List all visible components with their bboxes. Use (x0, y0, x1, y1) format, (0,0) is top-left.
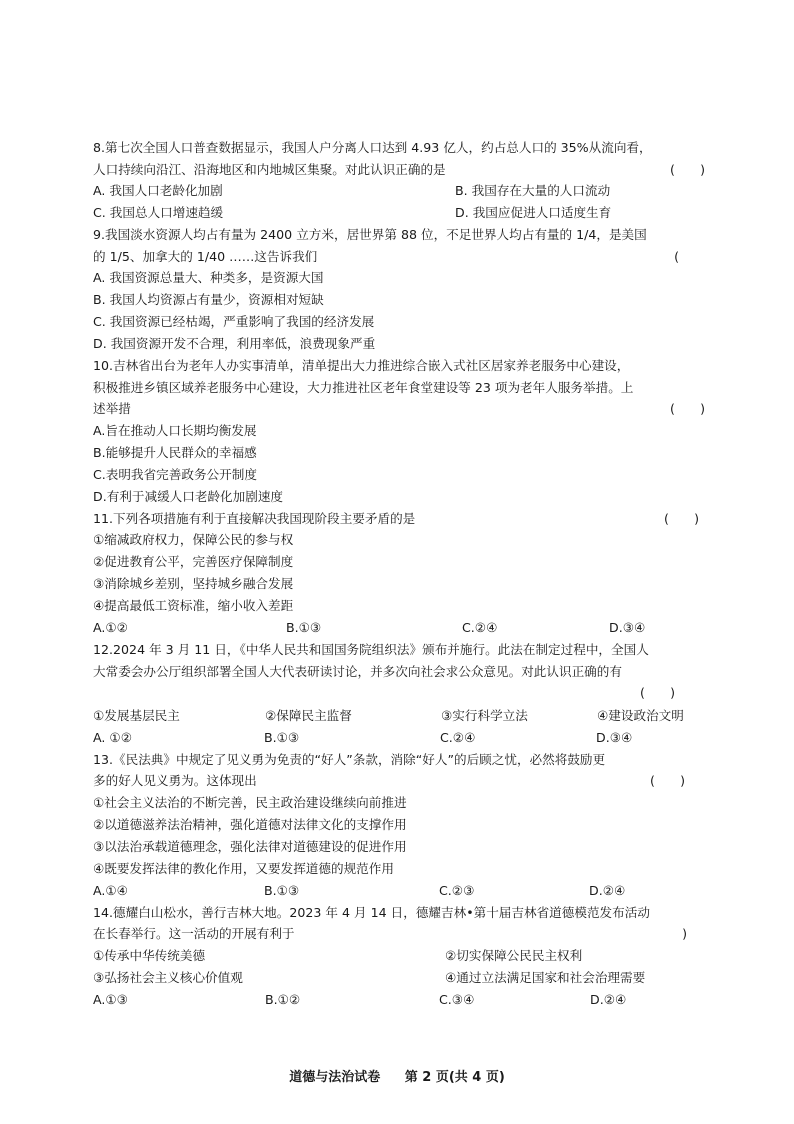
answer-bracket: ( ) (669, 161, 705, 177)
option-b: B.①③ (264, 729, 300, 745)
option-d: D.②④ (589, 882, 626, 898)
statement-1: ①发展基层民主 (93, 707, 180, 723)
question-14 (93, 902, 705, 1011)
statement-1: ①社会主义法治的不断完善，民主政治建设继续向前推进 (93, 794, 407, 810)
question-stem-text: 多的好人见义勇为。这体现出 (93, 773, 257, 788)
footer-subject: 道德与法治试卷 (289, 1070, 381, 1085)
answer-bracket: ( ) (639, 685, 675, 700)
option-a: A. ①② (93, 729, 132, 745)
statement-4: ④提高最低工资标准，缩小收入差距 (93, 598, 294, 613)
option-b: B.①③ (264, 882, 300, 898)
option-d: D. 我国应促进人口适度生育 (455, 205, 612, 220)
question-stem-text: 人口持续向沿江、沿海地区和内地城区集聚。对此认识正确的是 (93, 161, 446, 177)
statement-3: ③实行科学立法 (441, 707, 528, 723)
option-row (93, 727, 705, 749)
statement-2: ②切实保障公民民主权利 (445, 947, 583, 963)
option-b: B.能够提升人民群众的幸福感 (93, 444, 257, 460)
question-stem (93, 923, 705, 945)
footer-page-number: 第 2 页(共 4 页) (404, 1070, 505, 1085)
option-row (93, 180, 705, 202)
question-stem (93, 770, 705, 792)
question-stem: 13.《民法典》中规定了见义勇为免责的“好人”条款，消除“好人”的后顾之忧，必然将鼓励更 (93, 751, 606, 767)
question-stem: 14.德耀白山松水，善行吉林大地。2023 年 4 月 14 日，德耀吉林•第十届吉林省道德模范发布活动 (93, 904, 650, 920)
option-c: C. 我国总人口增速趋缓 (93, 205, 224, 220)
option-d: D. 我国资源开发不合理，利用率低，浪费现象严重 (93, 336, 376, 351)
option-b: B.①② (265, 991, 301, 1007)
question-stem: 12.2024 年 3 月 11 日，《中华人民共和国国务院组织法》颁布并施行。此法在制定过程中，全国人 (93, 642, 649, 657)
answer-bracket: ( ) (663, 510, 699, 526)
option-a: A. 我国人口老龄化加剧 (93, 183, 223, 198)
option-d: D.②④ (590, 991, 627, 1007)
statement-row (93, 945, 705, 967)
question-stem (93, 508, 705, 530)
option-c: C.②③ (439, 882, 475, 898)
option-d: D.③④ (609, 620, 646, 635)
question-stem-text: 在长春举行。这一活动的开展有利于 (93, 926, 295, 941)
option-b: B. 我国存在大量的人口流动 (455, 183, 611, 198)
option-c: C.表明我省完善政务公开制度 (93, 466, 257, 482)
option-c: C. 我国资源已经枯竭，严重影响了我国的经济发展 (93, 314, 375, 329)
statement-1: ①传承中华传统美德 (93, 947, 206, 963)
answer-bracket: ) (682, 926, 687, 941)
question-list (93, 137, 705, 1011)
option-a: A.①④ (93, 882, 128, 898)
statement-3: ③弘扬社会主义核心价值观 (93, 969, 243, 985)
question-13 (93, 749, 705, 902)
question-stem: 大常委会办公厅组织部署全国人大代表研读讨论，并多次向社会求公众意见。对此认识正确的有 (93, 663, 622, 679)
question-stem (93, 398, 705, 420)
option-d: D.有利于减缓人口老龄化加剧速度 (93, 488, 284, 504)
question-9 (93, 224, 705, 355)
statement-2: ②促进教育公平，完善医疗保障制度 (93, 554, 294, 569)
statement-4: ④建设政治文明 (597, 707, 684, 723)
answer-bracket: ( (674, 248, 679, 264)
statement-4: ④既要发挥法律的教化作用，又要发挥道德的规范作用 (93, 860, 394, 876)
question-stem-text: 的 1/5、加拿大的 1/40 ……这告诉我们 (93, 248, 318, 264)
option-a: A.旨在推动人口长期均衡发展 (93, 422, 257, 438)
option-d: D.③④ (596, 729, 633, 745)
question-stem (93, 246, 705, 268)
option-a: A.①③ (93, 991, 128, 1007)
question-stem: 9.我国淡水资源人均占有量为 2400 立方米，居世界第 88 位，不足世界人均占有量的 1/4，是美国 (93, 227, 647, 242)
question-stem-text: 11.下列各项措施有利于直接解决我国现阶段主要矛盾的是 (93, 510, 416, 526)
statement-row (93, 704, 705, 727)
statement-3: ③消除城乡差别，坚持城乡融合发展 (93, 576, 294, 591)
question-stem (93, 682, 705, 704)
option-row (93, 880, 705, 902)
option-row (93, 989, 705, 1011)
statement-2: ②以道德滋养法治精神，强化道德对法律文化的支撑作用 (93, 816, 407, 832)
option-c: C.②④ (462, 620, 498, 635)
statement-4: ④通过立法满足国家和社会治理需要 (445, 969, 646, 985)
option-a: A. 我国资源总量大、种类多，是资源大国 (93, 270, 324, 285)
option-c: C.③④ (439, 991, 475, 1007)
page-footer (0, 1066, 794, 1085)
option-b: B.①③ (286, 620, 322, 635)
question-11 (93, 508, 705, 640)
option-b: B. 我国人均资源占有量少，资源相对短缺 (93, 292, 324, 307)
question-12 (93, 639, 705, 749)
question-8 (93, 137, 705, 224)
statement-row (93, 967, 705, 989)
option-row (93, 202, 705, 224)
question-stem-text: 述举措 (93, 401, 131, 416)
option-row (93, 617, 705, 639)
option-c: C.②④ (440, 729, 476, 745)
statement-2: ②保障民主监督 (265, 707, 352, 723)
option-a: A.①② (93, 620, 128, 635)
question-stem (93, 159, 705, 181)
question-stem: 积极推进乡镇区域养老服务中心建设，大力推进社区老年食堂建设等 23 项为老年人服务举措。上 (93, 379, 634, 395)
answer-bracket: ( ) (669, 401, 705, 416)
statement-3: ③以法治承载道德理念，强化法律对道德建设的促进作用 (93, 838, 407, 854)
question-stem: 8.第七次全国人口普查数据显示，我国人户分离人口达到 4.93 亿人，约占总人口的 35%从流向看， (93, 140, 652, 155)
question-10 (93, 355, 705, 508)
answer-bracket: ( ) (649, 773, 685, 788)
question-stem: 10.吉林省出台为老年人办实事清单，清单提出大力推进综合嵌入式社区居家养老服务中心建设， (93, 358, 630, 373)
statement-1: ①缩减政府权力，保障公民的参与权 (93, 532, 294, 547)
